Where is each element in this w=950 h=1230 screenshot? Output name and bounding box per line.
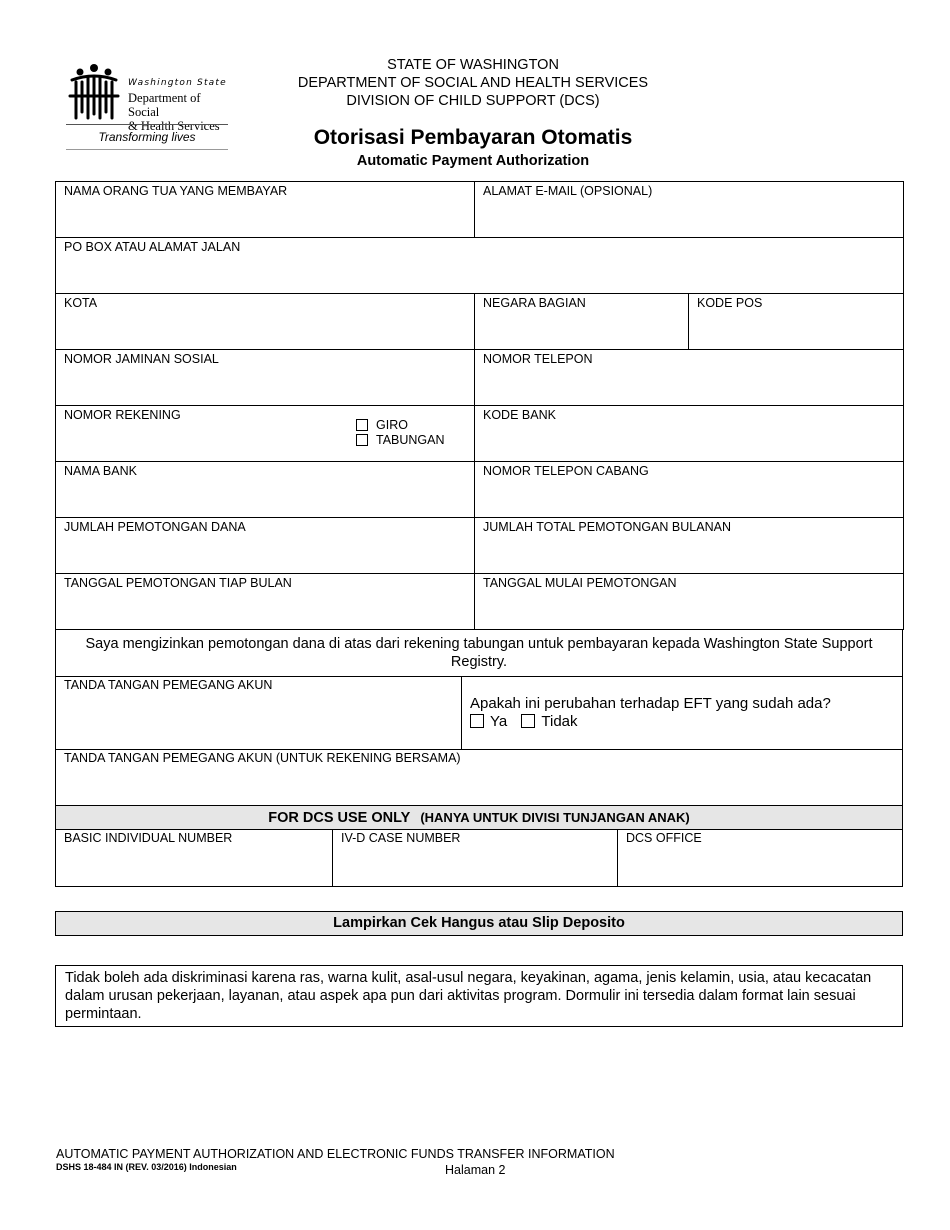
header-department: DEPARTMENT OF SOCIAL AND HEALTH SERVICES [297,75,649,91]
attach-voided-check-banner: Lampirkan Cek Hangus atau Slip Deposito [55,911,903,936]
address-label: PO BOX ATAU ALAMAT JALAN [64,240,241,254]
state-field[interactable] [475,294,689,350]
phone-field[interactable] [475,350,904,406]
account-number-label: NOMOR REKENING [64,408,181,422]
savings-label: TABUNGAN [376,433,445,447]
bin-field[interactable] [56,830,333,886]
address-field[interactable] [56,238,904,294]
city-label: KOTA [64,296,98,310]
email-label: ALAMAT E-MAIL (OPSIONAL) [483,184,653,198]
checking-label: GIRO [376,418,408,432]
no-checkbox[interactable] [521,714,535,728]
eft-change-question [470,695,831,731]
yes-label: Ya [490,713,508,730]
logo-divider [66,124,228,125]
ssn-label: NOMOR JAMINAN SOSIAL [64,352,219,366]
holder-signature-field[interactable] [56,677,462,749]
dcs-office-label: DCS OFFICE [626,831,702,845]
authorization-statement: Saya mengizinkan pemotongan dana di atas dari rekening tabungan untuk pembayaran kepada Washington State Support Registry. [55,629,903,677]
branch-phone-label: NOMOR TELEPON CABANG [483,464,649,478]
savings-option[interactable] [356,433,445,448]
joint-signature-field[interactable] [55,749,903,806]
dshs-logo [66,60,228,152]
no-label: Tidak [541,713,578,730]
branch-phone-field[interactable] [475,462,904,518]
header-division: DIVISION OF CHILD SUPPORT (DCS) [346,93,600,109]
joint-signature-label: TANDA TANGAN PEMEGANG AKUN (UNTUK REKENING BERSAMA) [64,751,461,765]
payment-form-table [55,181,904,630]
case-number-field[interactable] [333,830,618,886]
dshs-people-logo-icon [66,62,122,120]
savings-checkbox[interactable] [356,434,368,446]
logo-tagline: Transforming lives [98,130,196,144]
start-date-field[interactable] [475,574,904,630]
monthly-total-field[interactable] [475,518,904,574]
city-field[interactable] [56,294,475,350]
account-type-options [356,418,445,448]
checking-checkbox[interactable] [356,419,368,431]
holder-signature-label: TANDA TANGAN PEMEGANG AKUN [64,678,273,692]
logo-divider-bottom [66,149,228,150]
agency-header [282,56,664,110]
dcs-use-only-header [55,805,903,830]
signature-row [55,677,903,750]
bin-label: BASIC INDIVIDUAL NUMBER [64,831,233,845]
dcs-title-indonesian: (HANYA UNTUK DIVISI TUNJANGAN ANAK) [420,810,690,825]
footer-title: AUTOMATIC PAYMENT AUTHORIZATION AND ELECTRONIC FUNDS TRANSFER INFORMATION [56,1147,615,1161]
zip-label: KODE POS [697,296,763,310]
state-label: NEGARA BAGIAN [483,296,586,310]
header-state: STATE OF WASHINGTON [387,57,559,73]
dcs-fields-row [55,829,903,887]
deduction-amount-label: JUMLAH PEMOTONGAN DANA [64,520,246,534]
ssn-field[interactable] [56,350,475,406]
routing-label: KODE BANK [483,408,556,422]
logo-department-text: Department of Social & Health Services [128,91,220,133]
logo-state-text: Washington State [128,78,227,88]
zip-field[interactable] [689,294,904,350]
payer-name-field[interactable] [56,182,475,238]
dcs-title: FOR DCS USE ONLY [268,810,411,826]
email-field[interactable] [475,182,904,238]
bank-name-field[interactable] [56,462,475,518]
start-date-label: TANGGAL MULAI PEMOTONGAN [483,576,677,590]
monthly-date-field[interactable] [56,574,475,630]
yes-checkbox[interactable] [470,714,484,728]
page-number: Halaman 2 [445,1163,506,1177]
nondiscrimination-notice: Tidak boleh ada diskriminasi karena ras, warna kulit, asal-usul negara, keyakinan, agama, jenis kelamin, usia, atau kecacatan dalam urusan pekerjaan, layanan, atau aspek apa pun dari aktivitas program. Dormulir ini tersedia dalam format lain sesuai permintaan. [55,965,903,1027]
bank-name-label: NAMA BANK [64,464,137,478]
checking-option[interactable] [356,418,445,433]
form-title: Otorisasi Pembayaran Otomatis [313,126,633,149]
deduction-amount-field[interactable] [56,518,475,574]
account-number-field[interactable] [56,406,475,462]
eft-change-question-text: Apakah ini perubahan terhadap EFT yang sudah ada? [470,695,831,712]
payer-name-label: NAMA ORANG TUA YANG MEMBAYAR [64,184,288,198]
case-number-label: IV-D CASE NUMBER [341,831,461,845]
monthly-total-label: JUMLAH TOTAL PEMOTONGAN BULANAN [483,520,731,534]
routing-field[interactable] [475,406,904,462]
phone-label: NOMOR TELEPON [483,352,593,366]
dcs-office-field[interactable] [618,830,902,886]
footer-form-id: DSHS 18-484 IN (REV. 03/2016) Indonesian [56,1162,237,1172]
monthly-date-label: TANGGAL PEMOTONGAN TIAP BULAN [64,576,292,590]
form-subtitle: Automatic Payment Authorization [356,153,590,169]
